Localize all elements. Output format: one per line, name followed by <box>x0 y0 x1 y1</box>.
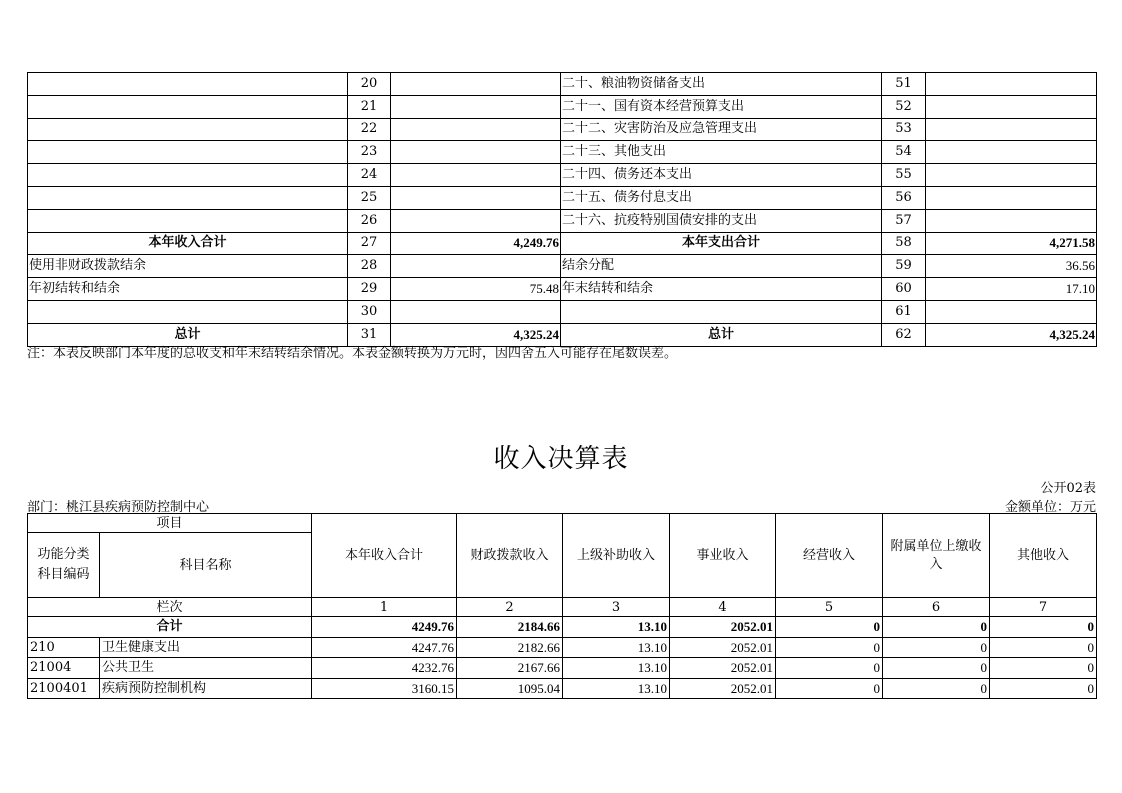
header-code: 功能分类科目编码 <box>28 533 100 598</box>
summary-left-line-no: 29 <box>348 278 391 301</box>
income-value: 0 <box>990 658 1097 679</box>
header-col-2: 财政拨款收入 <box>457 514 563 598</box>
income-value: 13.10 <box>563 678 670 699</box>
summary-right-line-no: 61 <box>882 300 926 323</box>
income-table <box>27 513 1097 699</box>
total-value: 2184.66 <box>457 617 563 638</box>
summary-right-label: 二十六、抗疫特别国债安排的支出 <box>561 209 882 232</box>
header-row-label: 栏次 <box>28 598 312 617</box>
summary-right-label: 二十五、债务付息支出 <box>561 186 882 209</box>
summary-right-line-no: 56 <box>882 186 926 209</box>
header-item: 项目 <box>28 514 312 533</box>
summary-right-amount <box>926 164 1097 187</box>
summary-row <box>28 73 1097 96</box>
summary-right-line-no: 52 <box>882 95 926 118</box>
summary-right-label: 二十、粮油物资储备支出 <box>561 73 882 96</box>
summary-right-label: 二十三、其他支出 <box>561 141 882 164</box>
summary-left-label: 总计 <box>28 323 348 346</box>
column-number: 4 <box>670 598 776 617</box>
summary-right-line-no: 62 <box>882 323 926 346</box>
income-value: 3160.15 <box>312 678 457 699</box>
income-value: 2052.01 <box>670 678 776 699</box>
total-value: 13.10 <box>563 617 670 638</box>
summary-row <box>28 141 1097 164</box>
summary-row <box>28 300 1097 323</box>
column-number: 7 <box>990 598 1097 617</box>
summary-right-amount <box>926 95 1097 118</box>
summary-left-amount <box>391 73 561 96</box>
income-row <box>28 678 1097 699</box>
income-value: 0 <box>776 637 883 658</box>
summary-right-amount <box>926 141 1097 164</box>
summary-right-amount <box>926 118 1097 141</box>
income-value: 2052.01 <box>670 637 776 658</box>
total-value: 4249.76 <box>312 617 457 638</box>
income-value: 1095.04 <box>457 678 563 699</box>
summary-left-line-no: 30 <box>348 300 391 323</box>
summary-left-label: 使用非财政拨款结余 <box>28 255 348 278</box>
header-col-5: 经营收入 <box>776 514 883 598</box>
income-value: 2167.66 <box>457 658 563 679</box>
summary-right-label: 本年支出合计 <box>561 232 882 255</box>
income-value: 0 <box>883 637 990 658</box>
summary-left-label <box>28 186 348 209</box>
header-col-4: 事业收入 <box>670 514 776 598</box>
summary-left-line-no: 24 <box>348 164 391 187</box>
summary-right-label <box>561 300 882 323</box>
subject-code: 2100401 <box>28 678 100 699</box>
subject-name: 公共卫生 <box>100 658 312 679</box>
summary-left-amount <box>391 209 561 232</box>
department-label: 部门：桃江县疾病预防控制中心 <box>27 500 210 515</box>
summary-row <box>28 95 1097 118</box>
summary-right-amount <box>926 300 1097 323</box>
summary-left-amount <box>391 118 561 141</box>
summary-left-line-no: 21 <box>348 95 391 118</box>
header-col-3: 上级补助收入 <box>563 514 670 598</box>
summary-right-label: 二十一、国有资本经营预算支出 <box>561 95 882 118</box>
summary-left-line-no: 27 <box>348 232 391 255</box>
header-name: 科目名称 <box>100 533 312 598</box>
summary-right-amount: 17.10 <box>926 278 1097 301</box>
total-value: 0 <box>776 617 883 638</box>
summary-left-label <box>28 73 348 96</box>
summary-left-label <box>28 164 348 187</box>
header-col-1: 本年收入合计 <box>312 514 457 598</box>
income-value: 2052.01 <box>670 658 776 679</box>
subject-code: 21004 <box>28 658 100 679</box>
summary-left-line-no: 25 <box>348 186 391 209</box>
summary-right-label: 二十四、债务还本支出 <box>561 164 882 187</box>
column-number: 6 <box>883 598 990 617</box>
total-value: 0 <box>883 617 990 638</box>
summary-left-label <box>28 95 348 118</box>
page-title: 收入决算表 <box>493 444 629 474</box>
summary-row <box>28 255 1097 278</box>
column-number: 2 <box>457 598 563 617</box>
summary-left-amount <box>391 255 561 278</box>
summary-left-amount <box>391 164 561 187</box>
column-number: 5 <box>776 598 883 617</box>
subject-name: 卫生健康支出 <box>100 637 312 658</box>
income-value: 0 <box>776 658 883 679</box>
summary-left-label: 年初结转和结余 <box>28 278 348 301</box>
summary-left-amount <box>391 95 561 118</box>
header-col-6: 附属单位上缴收入 <box>883 514 990 598</box>
summary-left-line-no: 26 <box>348 209 391 232</box>
total-label: 合计 <box>28 617 312 638</box>
summary-left-line-no: 23 <box>348 141 391 164</box>
income-value: 0 <box>990 678 1097 699</box>
summary-left-amount: 4,325.24 <box>391 323 561 346</box>
summary-right-line-no: 60 <box>882 278 926 301</box>
summary-row <box>28 232 1097 255</box>
summary-row <box>28 164 1097 187</box>
summary-left-label: 本年收入合计 <box>28 232 348 255</box>
column-number: 3 <box>563 598 670 617</box>
summary-right-label: 结余分配 <box>561 255 882 278</box>
summary-row <box>28 118 1097 141</box>
income-value: 2182.66 <box>457 637 563 658</box>
summary-left-line-no: 22 <box>348 118 391 141</box>
summary-left-line-no: 31 <box>348 323 391 346</box>
summary-right-amount: 4,325.24 <box>926 323 1097 346</box>
income-value: 4247.76 <box>312 637 457 658</box>
summary-left-amount <box>391 141 561 164</box>
summary-left-label <box>28 118 348 141</box>
income-row <box>28 637 1097 658</box>
summary-right-label: 二十二、灾害防治及应急管理支出 <box>561 118 882 141</box>
income-value: 0 <box>776 678 883 699</box>
summary-right-line-no: 53 <box>882 118 926 141</box>
summary-row <box>28 278 1097 301</box>
summary-right-amount: 4,271.58 <box>926 232 1097 255</box>
unit-label: 金额单位：万元 <box>1004 500 1096 515</box>
summary-right-label: 年末结转和结余 <box>561 278 882 301</box>
income-value: 0 <box>990 637 1097 658</box>
summary-left-label <box>28 141 348 164</box>
total-value: 2052.01 <box>670 617 776 638</box>
summary-right-amount <box>926 73 1097 96</box>
income-value: 13.10 <box>563 637 670 658</box>
summary-right-amount: 36.56 <box>926 255 1097 278</box>
summary-table <box>27 72 1097 347</box>
summary-row <box>28 209 1097 232</box>
income-value: 4232.76 <box>312 658 457 679</box>
header-col-7: 其他收入 <box>990 514 1097 598</box>
summary-left-amount <box>391 186 561 209</box>
column-number: 1 <box>312 598 457 617</box>
total-value: 0 <box>990 617 1097 638</box>
total-row <box>28 617 1097 638</box>
subject-name: 疾病预防控制机构 <box>100 678 312 699</box>
summary-right-line-no: 59 <box>882 255 926 278</box>
summary-right-amount <box>926 209 1097 232</box>
summary-right-amount <box>926 186 1097 209</box>
summary-right-line-no: 54 <box>882 141 926 164</box>
income-value: 13.10 <box>563 658 670 679</box>
form-number: 公开02表 <box>1040 481 1096 496</box>
income-value: 0 <box>883 658 990 679</box>
summary-left-label <box>28 300 348 323</box>
summary-left-amount <box>391 300 561 323</box>
summary-right-line-no: 58 <box>882 232 926 255</box>
summary-left-line-no: 28 <box>348 255 391 278</box>
summary-row <box>28 186 1097 209</box>
summary-right-label: 总计 <box>561 323 882 346</box>
summary-right-line-no: 51 <box>882 73 926 96</box>
summary-note: 注：本表反映部门本年度的总收支和年末结转结余情况。本表金额转换为万元时，因四舍五入可能存在尾数误差。 <box>27 346 678 361</box>
summary-right-line-no: 57 <box>882 209 926 232</box>
summary-left-amount: 4,249.76 <box>391 232 561 255</box>
income-value: 0 <box>883 678 990 699</box>
summary-left-label <box>28 209 348 232</box>
income-row <box>28 658 1097 679</box>
summary-left-amount: 75.48 <box>391 278 561 301</box>
summary-left-line-no: 20 <box>348 73 391 96</box>
subject-code: 210 <box>28 637 100 658</box>
summary-right-line-no: 55 <box>882 164 926 187</box>
